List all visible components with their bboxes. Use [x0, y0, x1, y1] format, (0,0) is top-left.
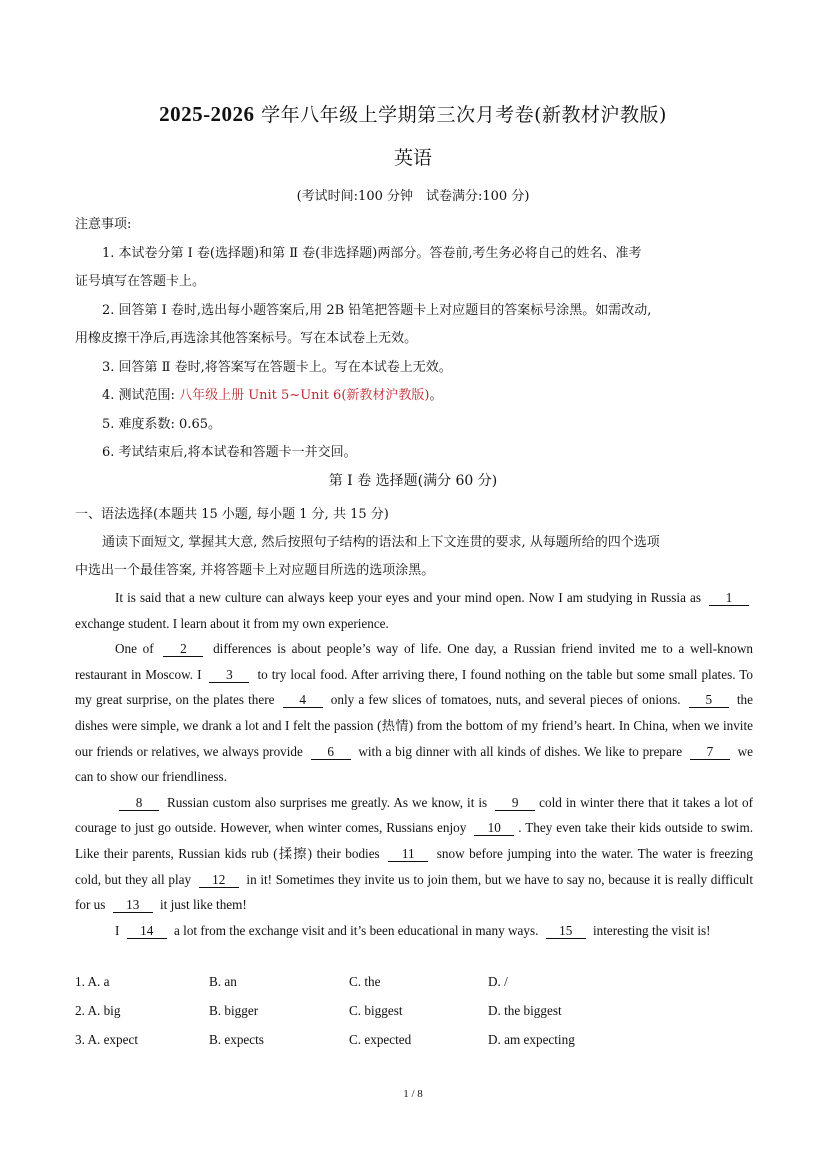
option-d: D. /: [488, 974, 508, 989]
note-1: 1. 本试卷分第 Ⅰ 卷(选择题)和第 Ⅱ 卷(非选择题)两部分。答卷前,考生务必将自己的姓名、准考: [102, 246, 642, 261]
passage-text: interesting the visit is!: [589, 922, 711, 938]
answer-blank: 1: [709, 591, 749, 606]
section-title: 第 Ⅰ 卷 选择题(满分 60 分): [328, 473, 498, 489]
option-b: B. bigger: [209, 1003, 259, 1018]
page-number: 1 / 8: [403, 1088, 423, 1100]
option-a: 1. A. a: [75, 974, 110, 989]
passage-paragraph: [75, 918, 753, 944]
passage-text: I: [115, 922, 123, 938]
option-c: C. the: [349, 974, 381, 989]
exam-meta: (考试时间:100 分钟 试卷满分:100 分): [296, 189, 530, 204]
answer-blank: 9: [495, 796, 535, 811]
passage-text: only a few slices of tomatoes, nuts, and several pieces of onions.: [326, 692, 685, 708]
passage-text: . They even take their kids outside to swim. Like their parents, Russian kids rub (揉擦) their bodies: [75, 820, 753, 861]
option-a: 2. A. big: [75, 1003, 121, 1018]
answer-blank: 5: [689, 693, 729, 708]
option-b: B. an: [209, 974, 237, 989]
title-text: 学年八年级上学期第三次月考卷(新教材沪教版): [254, 104, 667, 126]
passage-text: a lot from the exchange visit and it’s been educational in many ways.: [170, 922, 542, 938]
note-4-end: 。: [429, 388, 443, 403]
passage-text: snow before jumping into the water. The water is freezing cold, but they all play: [75, 845, 753, 887]
passage-text: with a big dinner with all kinds of dishes. We like to prepare: [354, 743, 686, 759]
answer-blank: 3: [209, 668, 249, 683]
passage-text: to try local food. After arriving there, I found nothing on the table but some small plates. To my great surprise, on the plates there: [75, 666, 753, 708]
option-d: D. the biggest: [488, 1003, 562, 1018]
test-scope: 八年级上册 Unit 5~Unit 6(新教材沪教版): [179, 388, 430, 403]
answer-blank: 8: [119, 796, 159, 811]
passage-text: it just like them!: [156, 897, 247, 913]
passage-text: Russian custom also surprises me greatly. As we know, it is: [163, 794, 492, 810]
note-5: 5. 难度系数: 0.65。: [102, 417, 221, 432]
note-4-label: 4. 测试范围:: [102, 388, 180, 403]
part-heading: 一、语法选择(本题共 15 小题, 每小题 1 分, 共 15 分): [75, 507, 389, 522]
answer-blank: 13: [113, 898, 153, 913]
answer-blank: 15: [546, 924, 586, 939]
passage-text: the dishes were simple, we drank a lot and I felt the passion (热情) from the bottom of my friend’s heart. In China, when we invite our friends or relatives, we always provide: [75, 692, 753, 759]
answer-blank: 2: [163, 642, 203, 657]
option-b: B. expects: [209, 1032, 264, 1047]
note-4: [102, 384, 442, 403]
note-2-cont: 用橡皮擦干净后,再选涂其他答案标号。写在本试卷上无效。: [75, 331, 418, 346]
title-year: 2025-2026: [159, 102, 255, 126]
passage-text: differences is about people’s way of life. One day, a Russian friend invited me to a well-known restaurant in Moscow. I: [75, 641, 753, 682]
note-6: 6. 考试结束后,将本试卷和答题卡一并交回。: [102, 445, 357, 460]
passage-text: in it! Sometimes they invite us to join them, but we have to say no, because it is really difficult for us: [75, 871, 753, 913]
option-c: C. expected: [349, 1032, 412, 1047]
passage-text: exchange student. I learn about it from my own experience.: [75, 615, 389, 631]
note-2: 2. 回答第 Ⅰ 卷时,选出每小题答案后,用 2B 铅笔把答题卡上对应题目的答案标号涂黑。如需改动,: [102, 303, 652, 318]
subject-title: 英语: [393, 147, 432, 169]
answer-blank: 14: [127, 924, 167, 939]
passage-text: cold in winter there that it takes a lot of courage to just go outside. However, when winter comes, Russians enjoy: [75, 794, 753, 836]
answer-blank: 11: [388, 847, 428, 862]
note-1-cont: 证号填写在答题卡上。: [75, 274, 206, 289]
passage-paragraph: [75, 585, 753, 636]
answer-blank: 6: [311, 745, 351, 760]
note-3: 3. 回答第 Ⅱ 卷时,将答案写在答题卡上。写在本试卷上无效。: [102, 360, 452, 375]
passage-text: we can to show our friendliness.: [75, 743, 753, 785]
notes-heading: 注意事项:: [75, 217, 132, 232]
passage-text: One of: [115, 641, 160, 657]
answer-blank: 12: [199, 873, 239, 888]
passage-paragraph: [75, 636, 753, 790]
instructions: 通读下面短文, 掌握其大意, 然后按照句子结构的语法和上下文连贯的要求, 从每题所给的四个选项: [102, 535, 660, 550]
passage-paragraph: [75, 790, 753, 918]
answer-blank: 7: [690, 745, 730, 760]
answer-blank: 4: [283, 693, 323, 708]
passage-text: It is said that a new culture can always keep your eyes and your mind open. Now I am studying in Russia as: [115, 590, 705, 605]
passage: [75, 585, 753, 943]
answer-blank: 10: [474, 821, 514, 836]
option-d: D. am expecting: [488, 1032, 575, 1047]
page-title: [0, 100, 826, 127]
option-c: C. biggest: [349, 1003, 403, 1018]
option-a: 3. A. expect: [75, 1032, 138, 1047]
instructions-cont: 中选出一个最佳答案, 并将答题卡上对应题目所选的选项涂黑。: [75, 563, 435, 578]
